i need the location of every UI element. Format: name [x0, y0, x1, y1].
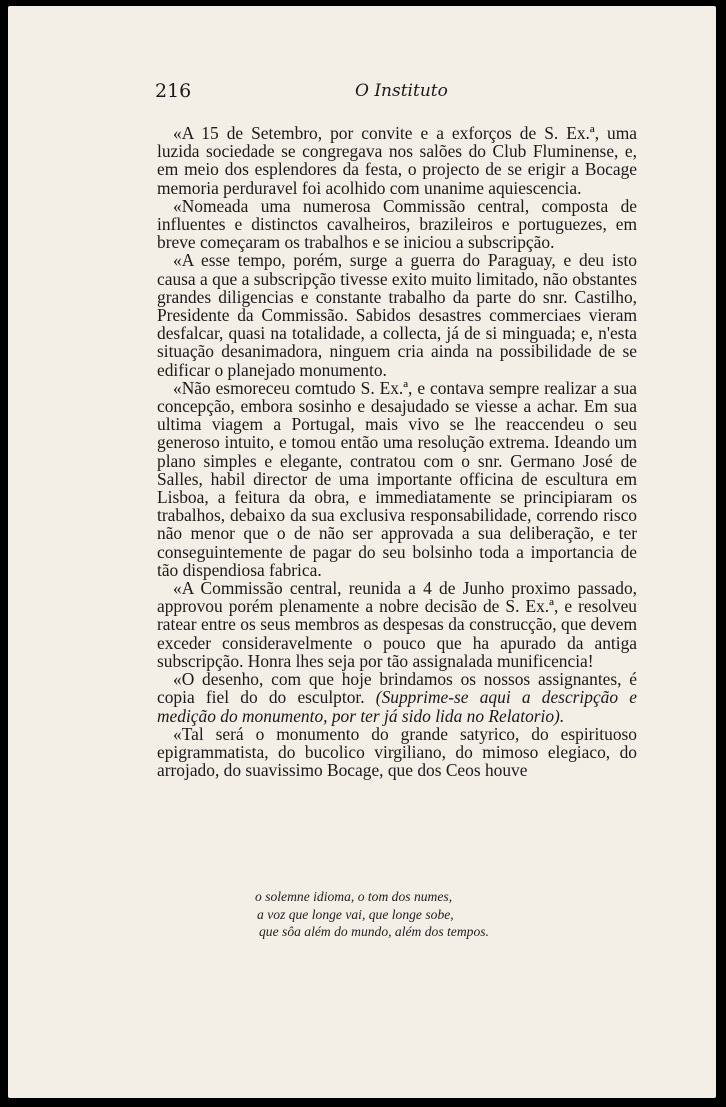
paragraph	[157, 670, 637, 725]
book-page	[8, 6, 716, 1098]
page-header	[155, 76, 625, 106]
verse-quotation	[255, 888, 489, 941]
running-title: O Instituto	[355, 81, 448, 101]
paragraph: «Não esmoreceu comtudo S. Ex.ª, e contava sempre realizar a sua concepção, embora sosinho e desajudado se viesse a achar. Em sua ultima viagem a Portugal, mais vivo se lhe reaccendeu o seu generoso intuito, e tomou então uma resolução extrema. Ideando um plano simples e elegante, contratou com o snr. Germano José de Salles, habil director de uma importante officina de escultura em Lisboa, a feitura da obra, e immediatamente se principiaram os trabalhos, debaixo da sua exclusiva responsabilidade, correndo risco não menor que o de não ser approvada a sua deliberação, e ter conseguintemente de pagar do seu bolsinho toda a importancia de tão dispendiosa fabrica.	[157, 377, 637, 580]
paragraph-text: «O desenho, com que hoje brindamos os nossos assignantes, é copia fiel do do esculptor.	[157, 669, 637, 708]
verse-line: a voz que longe vai, que longe sobe,	[257, 906, 454, 922]
paragraph: «Tal será o monumento do grande satyrico, do espirituoso epigrammatista, do bucolico virgiliano, do mimoso elegiaco, do arrojado, do suavissimo Bocage, que dos Ceos houve	[157, 723, 637, 781]
verse-line: que sôa além do mundo, além dos tempos.	[259, 924, 489, 939]
paragraph: «A Commissão central, reunida a 4 de Junho proximo passado, approvou porém plenamente a nobre decisão de S. Ex.ª, e resolveu ratear entre os seus membros as despesas da construcção, que devem exceder consideravelmente o pouco que ha apurado da antiga subscripção. Honra lhes seja por tão assignalada munificencia!	[157, 578, 637, 671]
editorial-note: (Supprime-se aqui a descripção e medição do monumento, por ter já sido lida no Relatorio).	[157, 687, 637, 726]
body-text	[157, 124, 637, 779]
paragraph: «A esse tempo, porém, surge a guerra do Paraguay, e deu isto causa a que a subscripção tivesse exito muito limitado, não obstantes grandes diligencias e constante trabalho da parte do snr. Castilho, Presidente da Commissão. Sabidos desastres commerciaes vieram desfalcar, quasi na totalidade, a collecta, já de si minguada; e, n'esta situação desanimadora, ninguem cria ainda na possibilidade de se edificar o planejado monumento.	[157, 250, 637, 380]
paragraph: «Nomeada uma numerosa Commissão central, composta de influentes e distinctos cavalheiros, brazileiros e portuguezes, em breve começaram os trabalhos e se iniciou a subscripção.	[157, 195, 637, 253]
verse-line: o solemne idioma, o tom dos numes,	[255, 889, 453, 904]
paragraph: «A 15 de Setembro, por convite e a exforços de S. Ex.ª, uma luzida sociedade se congregava nos salões do Club Fluminense, e, em meio dos esplendores da festa, o projecto de se erigir a Bocage memoria perduravel foi acolhido com unanime aquiescencia.	[157, 123, 637, 198]
page-number: 216	[155, 80, 192, 102]
